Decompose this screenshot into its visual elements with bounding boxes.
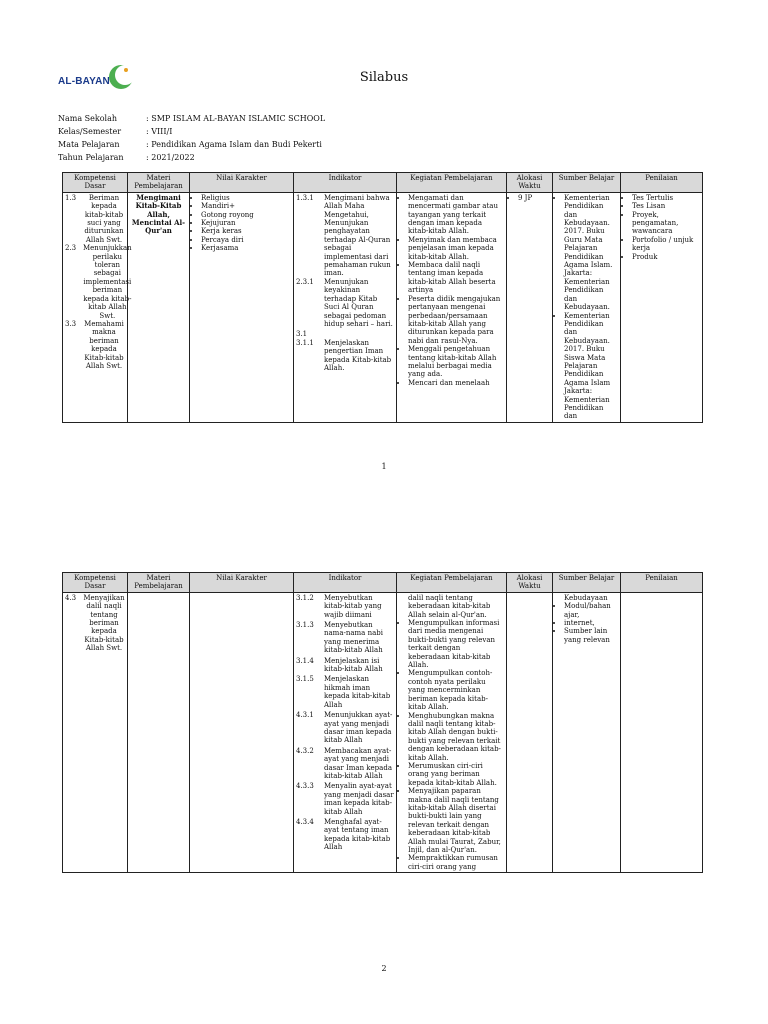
nilai-cell [190, 592, 294, 872]
sumber-list [555, 602, 618, 644]
page-number: 2 [381, 964, 387, 973]
kd-code: 3.3 [65, 319, 77, 328]
alokasi-list [509, 194, 550, 202]
info-row [58, 151, 325, 164]
materi-text: Mengimani Kitab-Kitab Allah, Mencintai Al-Qur'an [131, 192, 186, 236]
list-item: • Merumuskan ciri-ciri orang yang beriman kepada kitab-kitab Allah. [408, 762, 504, 787]
kd-text: Menyajikan dalil naqli tentang beriman kepada Kitab-kitab Allah Swt. [83, 593, 125, 653]
list-item: • Mengamati dan mencermati gambar atau tayangan yang terkait dengan iman kepada kitab-kitab Allah. [408, 194, 504, 236]
list-item: • Produk [632, 253, 700, 261]
list-item: • Tes Tertulis [632, 194, 700, 202]
indikator-text: Menghafal ayat-ayat tentang iman kepada kitab-kitab Allah [324, 817, 391, 852]
list-item: • Peserta didik mengajukan pertanyaan mengenai perbedaan/persamaan kitab-kitab Allah yang diturunkan kepada para nabi dan rasul-Nya. [408, 295, 504, 345]
list-item: • Gotong royong [201, 211, 291, 219]
indikator-code: 4.3.3 [296, 782, 314, 791]
list-item: • Mencari dan menelaah [408, 379, 504, 387]
indikator-code: 1.3.1 [296, 193, 314, 202]
sumber-list [555, 194, 618, 421]
list-item: • Kerja keras [201, 227, 291, 235]
indikator-code: 4.3.2 [296, 746, 314, 755]
info-row [58, 112, 325, 125]
kd-cell [63, 592, 128, 872]
info-label: Tahun Pelajaran [58, 153, 124, 162]
header-nilai: Nilai Karakter [190, 173, 294, 193]
indikator-item [296, 621, 394, 655]
list-item: • Proyek, pengamatan, wawancara [632, 211, 700, 236]
header-indikator: Indikator [294, 573, 397, 593]
list-item: • Membaca dalil naqli tentang iman kepada kitab-kitab Allah beserta artinya [408, 261, 504, 295]
kd-code: 2.3 [65, 244, 77, 253]
list-item: • Kementerian Pendidikan dan Kebudayaan. 2017. Buku Siswa Mata Pelajaran Pendidikan Agama Islam Jakarta: Kementerian Pendidikan dan [564, 312, 618, 421]
indikator-code: 4.3.1 [296, 711, 314, 720]
kd-item [65, 594, 125, 653]
info-row [58, 138, 325, 151]
indikator-text: Menyebutkan kitab-kitab yang wajib diimani [324, 593, 382, 619]
indikator-code: 3.1.3 [296, 621, 314, 630]
alokasi-cell [507, 592, 553, 872]
list-item: • Percaya diri [201, 236, 291, 244]
list-item: • Kejujuran [201, 219, 291, 227]
info-value: : Pendidikan Agama Islam dan Budi Pekerti [146, 140, 322, 149]
header-kd: Kompetensi Dasar [63, 173, 128, 193]
header-materi: Materi Pembelajaran [128, 573, 190, 593]
list-item: • Menghubungkan makna dalil naqli tentang kitab-kitab Allah dengan bukti-bukti yang relevan terkait dengan keberadaan kitab-kitab Allah. [408, 712, 504, 762]
indikator-text: Menyebutkan nama-nama nabi yang menerima kitab-kitab Allah [324, 621, 383, 655]
indikator-text: Membacakan ayat-ayat yang menjadi dasar Iman kepada kitab-kitab Allah [324, 746, 392, 780]
indikator-cell [294, 192, 397, 422]
list-item: • Sumber lain yang relevan [564, 627, 618, 644]
nilai-cell [190, 192, 294, 422]
indikator-code: 2.3.1 [296, 277, 314, 286]
info-label: Mata Pelajaran [58, 140, 120, 149]
table-header-row [63, 173, 703, 193]
indikator-text: Menyalin ayat-ayat yang menjadi dasar iman kepada kitab-kitab Allah [324, 782, 394, 816]
indikator-text: Menjelaskan hikmah iman kepada kitab-kitab Allah [324, 675, 391, 709]
indikator-code: 3.1 [296, 330, 308, 339]
logo-text: AL-BAYAN [58, 76, 110, 87]
list-item: • Mempraktikkan rumusan ciri-ciri orang yang [408, 854, 504, 871]
info-value: : SMP ISLAM AL-BAYAN ISLAMIC SCHOOL [146, 114, 326, 123]
page-title: Silabus [359, 70, 409, 85]
header-penilaian: Penilaian [621, 573, 703, 593]
kegiatan-lead: dalil naqli tentang keberadaan kitab-kitab Allah selain al-Qur'an. [408, 593, 491, 619]
materi-cell [128, 192, 190, 422]
indikator-item [296, 339, 394, 373]
list-item: • Mandiri+ [201, 202, 291, 210]
header-sumber: Sumber Belajar [553, 573, 621, 593]
indikator-code: 3.1.5 [296, 675, 314, 684]
indikator-item [296, 747, 394, 781]
penilaian-cell [621, 592, 703, 872]
list-item: • Tes Lisan [632, 202, 700, 210]
indikator-code: 3.1.1 [296, 338, 314, 347]
list-item: • Menyimak dan membaca penjelasan iman kepada kitab-kitab Allah. [408, 236, 504, 261]
indikator-code: 4.3.4 [296, 817, 314, 826]
indikator-item [296, 818, 394, 852]
indikator-item [296, 330, 394, 338]
header-penilaian: Penilaian [621, 173, 703, 193]
kd-item [65, 244, 132, 320]
list-item: • Modul/bahan ajar, [564, 602, 618, 619]
kegiatan-cell [397, 192, 507, 422]
kd-text: Memahami makna beriman kepada Kitab-kitab Allah Swt. [84, 319, 124, 370]
kd-text: Beriman kepada kitab-kitab suci yang diturunkan Allah Swt. [84, 193, 124, 244]
sumber-cell [553, 192, 621, 422]
indikator-item [296, 657, 394, 674]
header-materi: Materi Pembelajaran [128, 173, 190, 193]
indikator-code: 3.1.2 [296, 593, 314, 602]
kd-code: 1.3 [65, 193, 77, 202]
kegiatan-list [399, 194, 504, 387]
info-label: Nama Sekolah [58, 114, 118, 123]
header-kd: Kompetensi Dasar [63, 573, 128, 593]
kd-cell [63, 192, 132, 422]
list-item: • Mengumpulkan informasi dari media mengenai bukti-bukti yang relevan terkait dengan keberadaan kitab-kitab Allah. [408, 619, 504, 669]
header-sumber: Sumber Belajar [553, 173, 621, 193]
page-number: 1 [381, 462, 387, 471]
table-row [63, 592, 703, 872]
kd-code: 4.3 [65, 593, 77, 602]
table-header-row [63, 573, 703, 593]
indikator-text: Mengimani bahwa Allah Maha Mengetahui, Menunjukan penghayatan terhadap Al-Quran sebagai implementasi dari pemahaman rukun iman. [324, 193, 391, 278]
list-item: • 9 JP [518, 194, 550, 202]
info-row [58, 125, 325, 138]
kd-item [65, 194, 125, 244]
sumber-cell [553, 592, 621, 872]
page-1 [0, 0, 768, 500]
indikator-cell [294, 592, 397, 872]
materi-cell [128, 592, 190, 872]
info-value: : VIII/I [146, 127, 173, 136]
indikator-item [296, 675, 394, 709]
indikator-code: 3.1.4 [296, 656, 314, 665]
list-item: • Menyajikan paparan makna dalil naqli tentang kitab-kitab Allah disertai bukti-bukti lain yang relevan terkait dengan keberadaan kitab-kitab Allah mulai Taurat, Zabur, Injil, dan al-Qur'an. [408, 787, 504, 854]
nilai-list [192, 194, 291, 253]
indikator-item [296, 711, 394, 745]
table-row [63, 192, 703, 422]
page-2 [0, 500, 768, 1024]
info-value: : 2021/2022 [146, 153, 195, 162]
indikator-item [296, 782, 394, 816]
header-kegiatan: Kegiatan Pembelajaran [397, 573, 507, 593]
list-item: • Mengumpulkan contoh-contoh nyata perilaku yang mencerminkan beriman kepada kitab-kitab Allah. [408, 669, 504, 711]
school-info [58, 112, 325, 164]
indikator-item [296, 594, 394, 619]
sumber-lead: Kebudayaan [564, 593, 608, 602]
header-indikator: Indikator [294, 173, 397, 193]
header-kegiatan: Kegiatan Pembelajaran [397, 173, 507, 193]
syllabus-table-page-2 [62, 572, 703, 873]
list-item: • Religius [201, 194, 291, 202]
list-item: • Kerjasama [201, 244, 291, 252]
kegiatan-cell [397, 592, 507, 872]
header-alokasi: Alokasi Waktu [507, 573, 553, 593]
indikator-text: Menunjukan keyakinan terhadap Kitab Suci Al Quran sebagai pedoman hidup sehari – hari. [324, 277, 393, 328]
list-item: • Kementerian Pendidikan dan Kebudayaan. 2017. Buku Guru Mata Pelajaran Pendidikan Agama Islam. Jakarta: Kementerian Pendidikan dan Kebudayaan. [564, 194, 618, 312]
syllabus-table-page-1 [62, 172, 703, 423]
kegiatan-list [399, 619, 504, 871]
list-item: • Portofolio / unjuk kerja [632, 236, 700, 253]
alokasi-cell [507, 192, 553, 422]
header-nilai: Nilai Karakter [190, 573, 294, 593]
header-alokasi: Alokasi Waktu [507, 173, 553, 193]
indikator-item [296, 194, 394, 278]
indikator-item [296, 278, 394, 328]
penilaian-list [623, 194, 700, 261]
indikator-text: Menjelaskan pengertian Iman kepada Kitab-kitab Allah. [324, 338, 392, 372]
penilaian-cell [621, 192, 703, 422]
list-item: • Menggali pengetahuan tentang kitab-kitab Allah melalui berbagai media yang ada. [408, 345, 504, 379]
kd-item [65, 320, 125, 370]
indikator-text [324, 330, 394, 338]
list-item: • internet, [564, 619, 618, 627]
kd-text: Menunjukkan perilaku toleran sebagai implementasi beriman kepada kitab-kitab Allah Swt. [83, 244, 132, 320]
info-label: Kelas/Semester [58, 127, 122, 136]
indikator-text: Menunjukkan ayat-ayat yang menjadi dasar iman kepada kitab Allah [324, 711, 393, 745]
indikator-text: Menjelaskan isi kitab-kitab Allah [324, 656, 383, 674]
